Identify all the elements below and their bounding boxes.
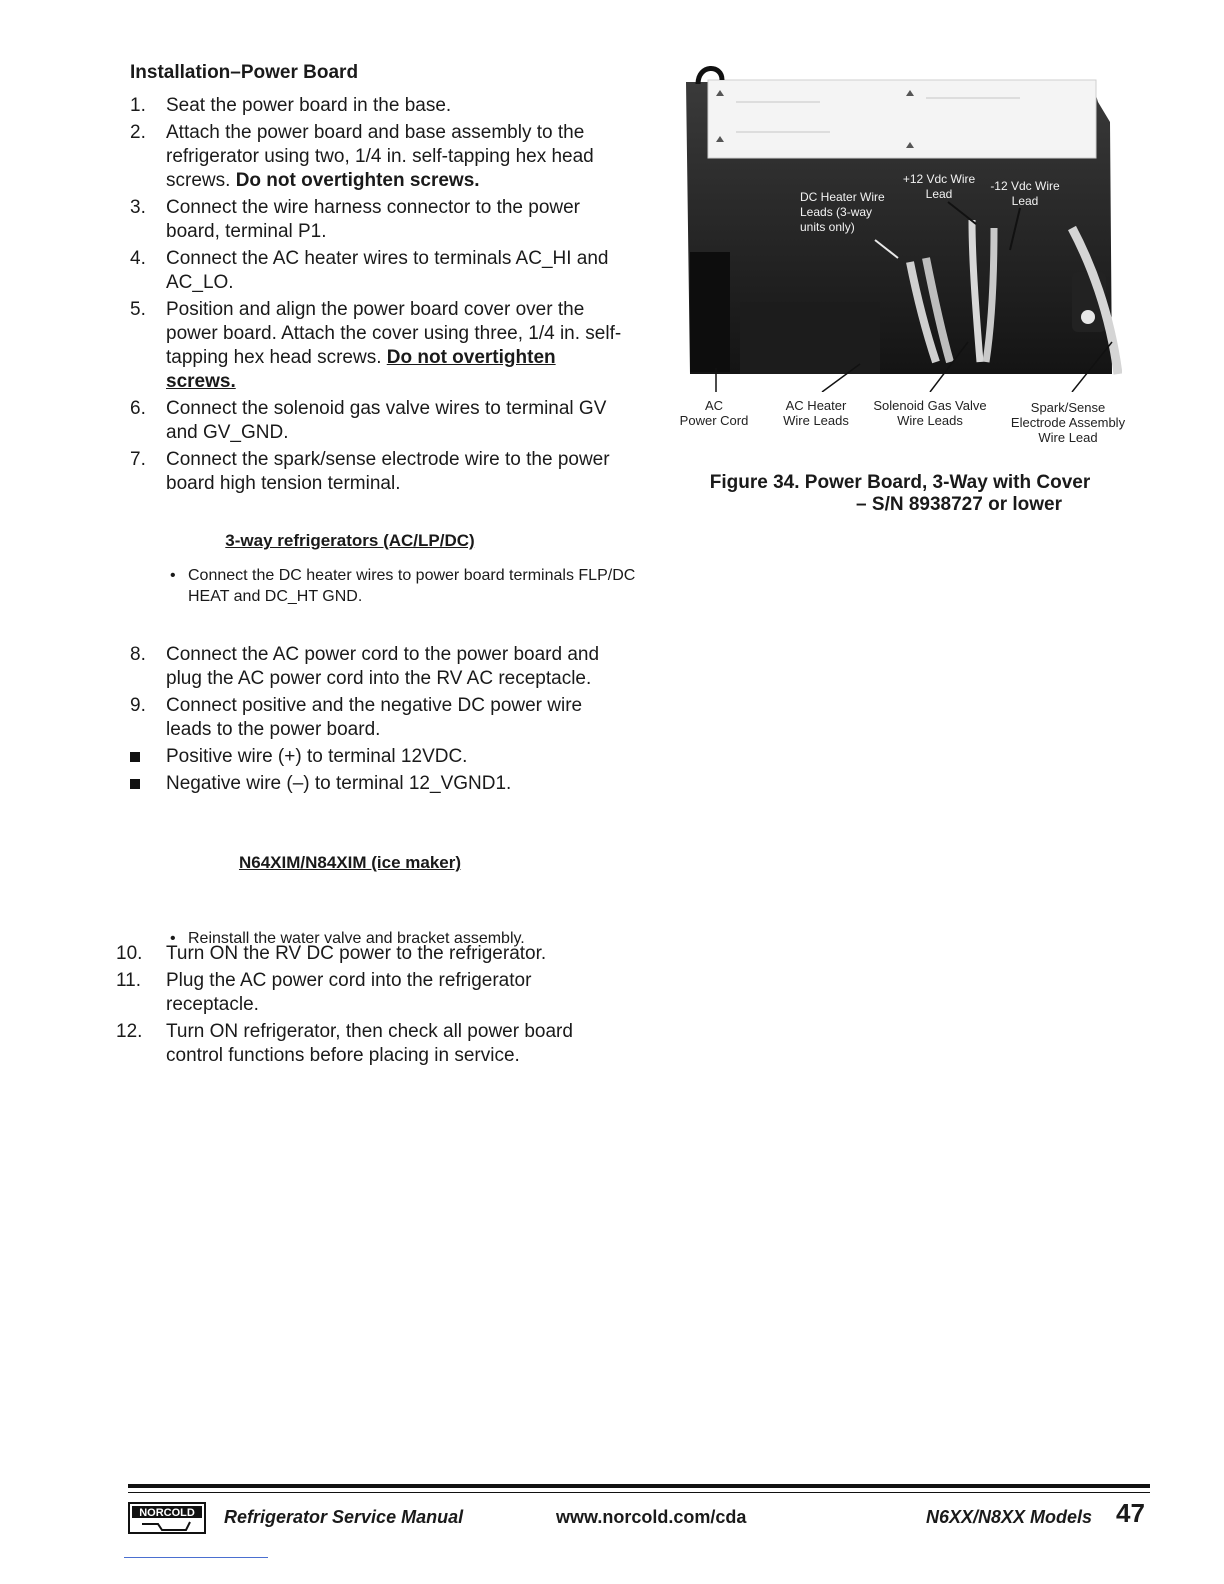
footer-rule (128, 1484, 1150, 1488)
footer-url[interactable]: www.norcold.com/cda (556, 1507, 747, 1527)
step-9 (130, 694, 610, 742)
figure-caption-line1: Figure 34. Power Board, 3-Way with Cover (709, 472, 1091, 493)
callout-solenoid (868, 398, 992, 428)
step-7 (130, 448, 630, 496)
norcold-logo (128, 1502, 206, 1534)
footer-manual-title: Refrigerator Service Manual (224, 1507, 464, 1527)
callout-text: Wire Leads (897, 413, 963, 428)
bullet-dot-icon: • (170, 567, 176, 584)
bullet-text: Reinstall the water valve and bracket assembly. (188, 930, 525, 947)
dc-heater-label: DC Heater Wire Leads (3-way units only) (800, 190, 885, 234)
steps-list-a (130, 94, 630, 496)
step-number: 4. (130, 248, 146, 269)
step-12 (116, 1020, 610, 1068)
square-bullet-negative (130, 772, 610, 796)
step-warning: Do not overtighten screws. (166, 347, 556, 392)
square-bullet-icon (130, 779, 140, 789)
figure-caption-line2: – S/N 8938727 or lower (856, 494, 1062, 515)
step-4 (130, 247, 630, 295)
power-board-illustration (680, 62, 1122, 392)
callout-text: Power Cord (679, 413, 749, 428)
step-number: 8. (130, 644, 146, 665)
step-text: Turn ON refrigerator, then check all power board control functions before placing in service. (166, 1021, 573, 1066)
bullet-text: Connect the DC heater wires to power board terminals FLP/DC HEAT and DC_HT GND. (188, 567, 636, 605)
callout-ac-power-cord (670, 398, 758, 428)
step-number: 1. (130, 95, 146, 116)
callout-spark-sense (1004, 400, 1132, 445)
step-number: 3. (130, 197, 146, 218)
page-number: 47 (1116, 1498, 1145, 1528)
step-1 (130, 94, 630, 118)
bullet-text: Positive wire (+) to terminal 12VDC. (166, 746, 468, 767)
power-board-photo (680, 62, 1122, 392)
bullet-dot-icon: • (170, 930, 176, 947)
callout-text: Electrode Assembly (1010, 415, 1126, 430)
instruction-column (130, 62, 630, 499)
step-text: Connect the solenoid gas valve wires to terminal GV and GV_GND. (166, 398, 607, 443)
step-text: Attach the power board and base assembly to the refrigerator using two, 1/4 in. self-tapping hex head screws. (166, 122, 594, 191)
figure-caption (660, 472, 1140, 516)
step-number: 9. (130, 695, 146, 716)
step-text: Connect positive and the negative DC power wire leads to the power board. (166, 695, 583, 740)
step-number: 10. (116, 943, 143, 964)
footer-rule-thin (128, 1492, 1150, 1493)
norcold-logo-icon (128, 1502, 206, 1534)
section-title: Installation–Power Board (130, 62, 359, 83)
square-bullet-icon (130, 752, 140, 762)
step-text: Seat the power board in the base. (166, 95, 452, 116)
step-number: 6. (130, 398, 146, 419)
square-bullet-positive (130, 745, 610, 769)
step-number: 11. (116, 970, 142, 991)
callout-text: Solenoid Gas Valve (873, 398, 987, 413)
subhead-icemaker: N64XIM/N84XIM (ice maker) (238, 853, 462, 872)
step-text: Connect the AC heater wires to terminals AC_HI and AC_LO. (166, 248, 609, 293)
callout-text: AC Heater (785, 398, 847, 413)
step-text: Turn ON the RV DC power to the refrigerator. (166, 943, 547, 964)
plus12-label: +12 Vdc Wire Lead (902, 172, 976, 201)
minus12-label: -12 Vdc Wire Lead (990, 179, 1060, 208)
step-text: Position and align the power board cover over the power board. Attach the cover using three, 1/4 in. self-tapping hex head screws. (166, 299, 622, 368)
callout-text: Wire Lead (1038, 430, 1098, 445)
step-11 (116, 969, 610, 1017)
svg-text:NORCOLD: NORCOLD (139, 1507, 195, 1519)
step-number: 7. (130, 449, 146, 470)
step-6 (130, 397, 630, 445)
step-8 (130, 643, 610, 691)
steps-list-c (116, 942, 610, 1071)
footer-models: N6XX/N8XX Models (926, 1507, 1093, 1527)
step-2 (130, 121, 630, 193)
bullet-3way (130, 565, 658, 607)
step-text: Connect the AC power cord to the power board and plug the AC power cord into the RV AC receptacle. (166, 644, 600, 689)
step-number: 2. (130, 122, 146, 143)
step-5 (130, 298, 630, 394)
subhead-3way: 3-way refrigerators (AC/LP/DC) (225, 531, 475, 550)
bottom-edge-line (124, 1557, 268, 1558)
bullet-text: Negative wire (–) to terminal 12_VGND1. (166, 773, 512, 794)
step-3 (130, 196, 630, 244)
steps-list-b (130, 643, 610, 799)
step-warning: Do not overtighten screws. (235, 170, 480, 191)
callout-ac-heater (774, 398, 858, 428)
step-number: 5. (130, 299, 146, 320)
step-text: Connect the wire harness connector to the power board, terminal P1. (166, 197, 581, 242)
step-10 (116, 942, 610, 966)
callout-text: Wire Leads (783, 413, 849, 428)
step-number: 12. (116, 1021, 143, 1042)
callout-text: AC (704, 398, 724, 413)
callout-text: Spark/Sense (1030, 400, 1106, 415)
step-text: Plug the AC power cord into the refrigerator receptacle. (166, 970, 532, 1015)
step-text: Connect the spark/sense electrode wire to the power board high tension terminal. (166, 449, 610, 494)
